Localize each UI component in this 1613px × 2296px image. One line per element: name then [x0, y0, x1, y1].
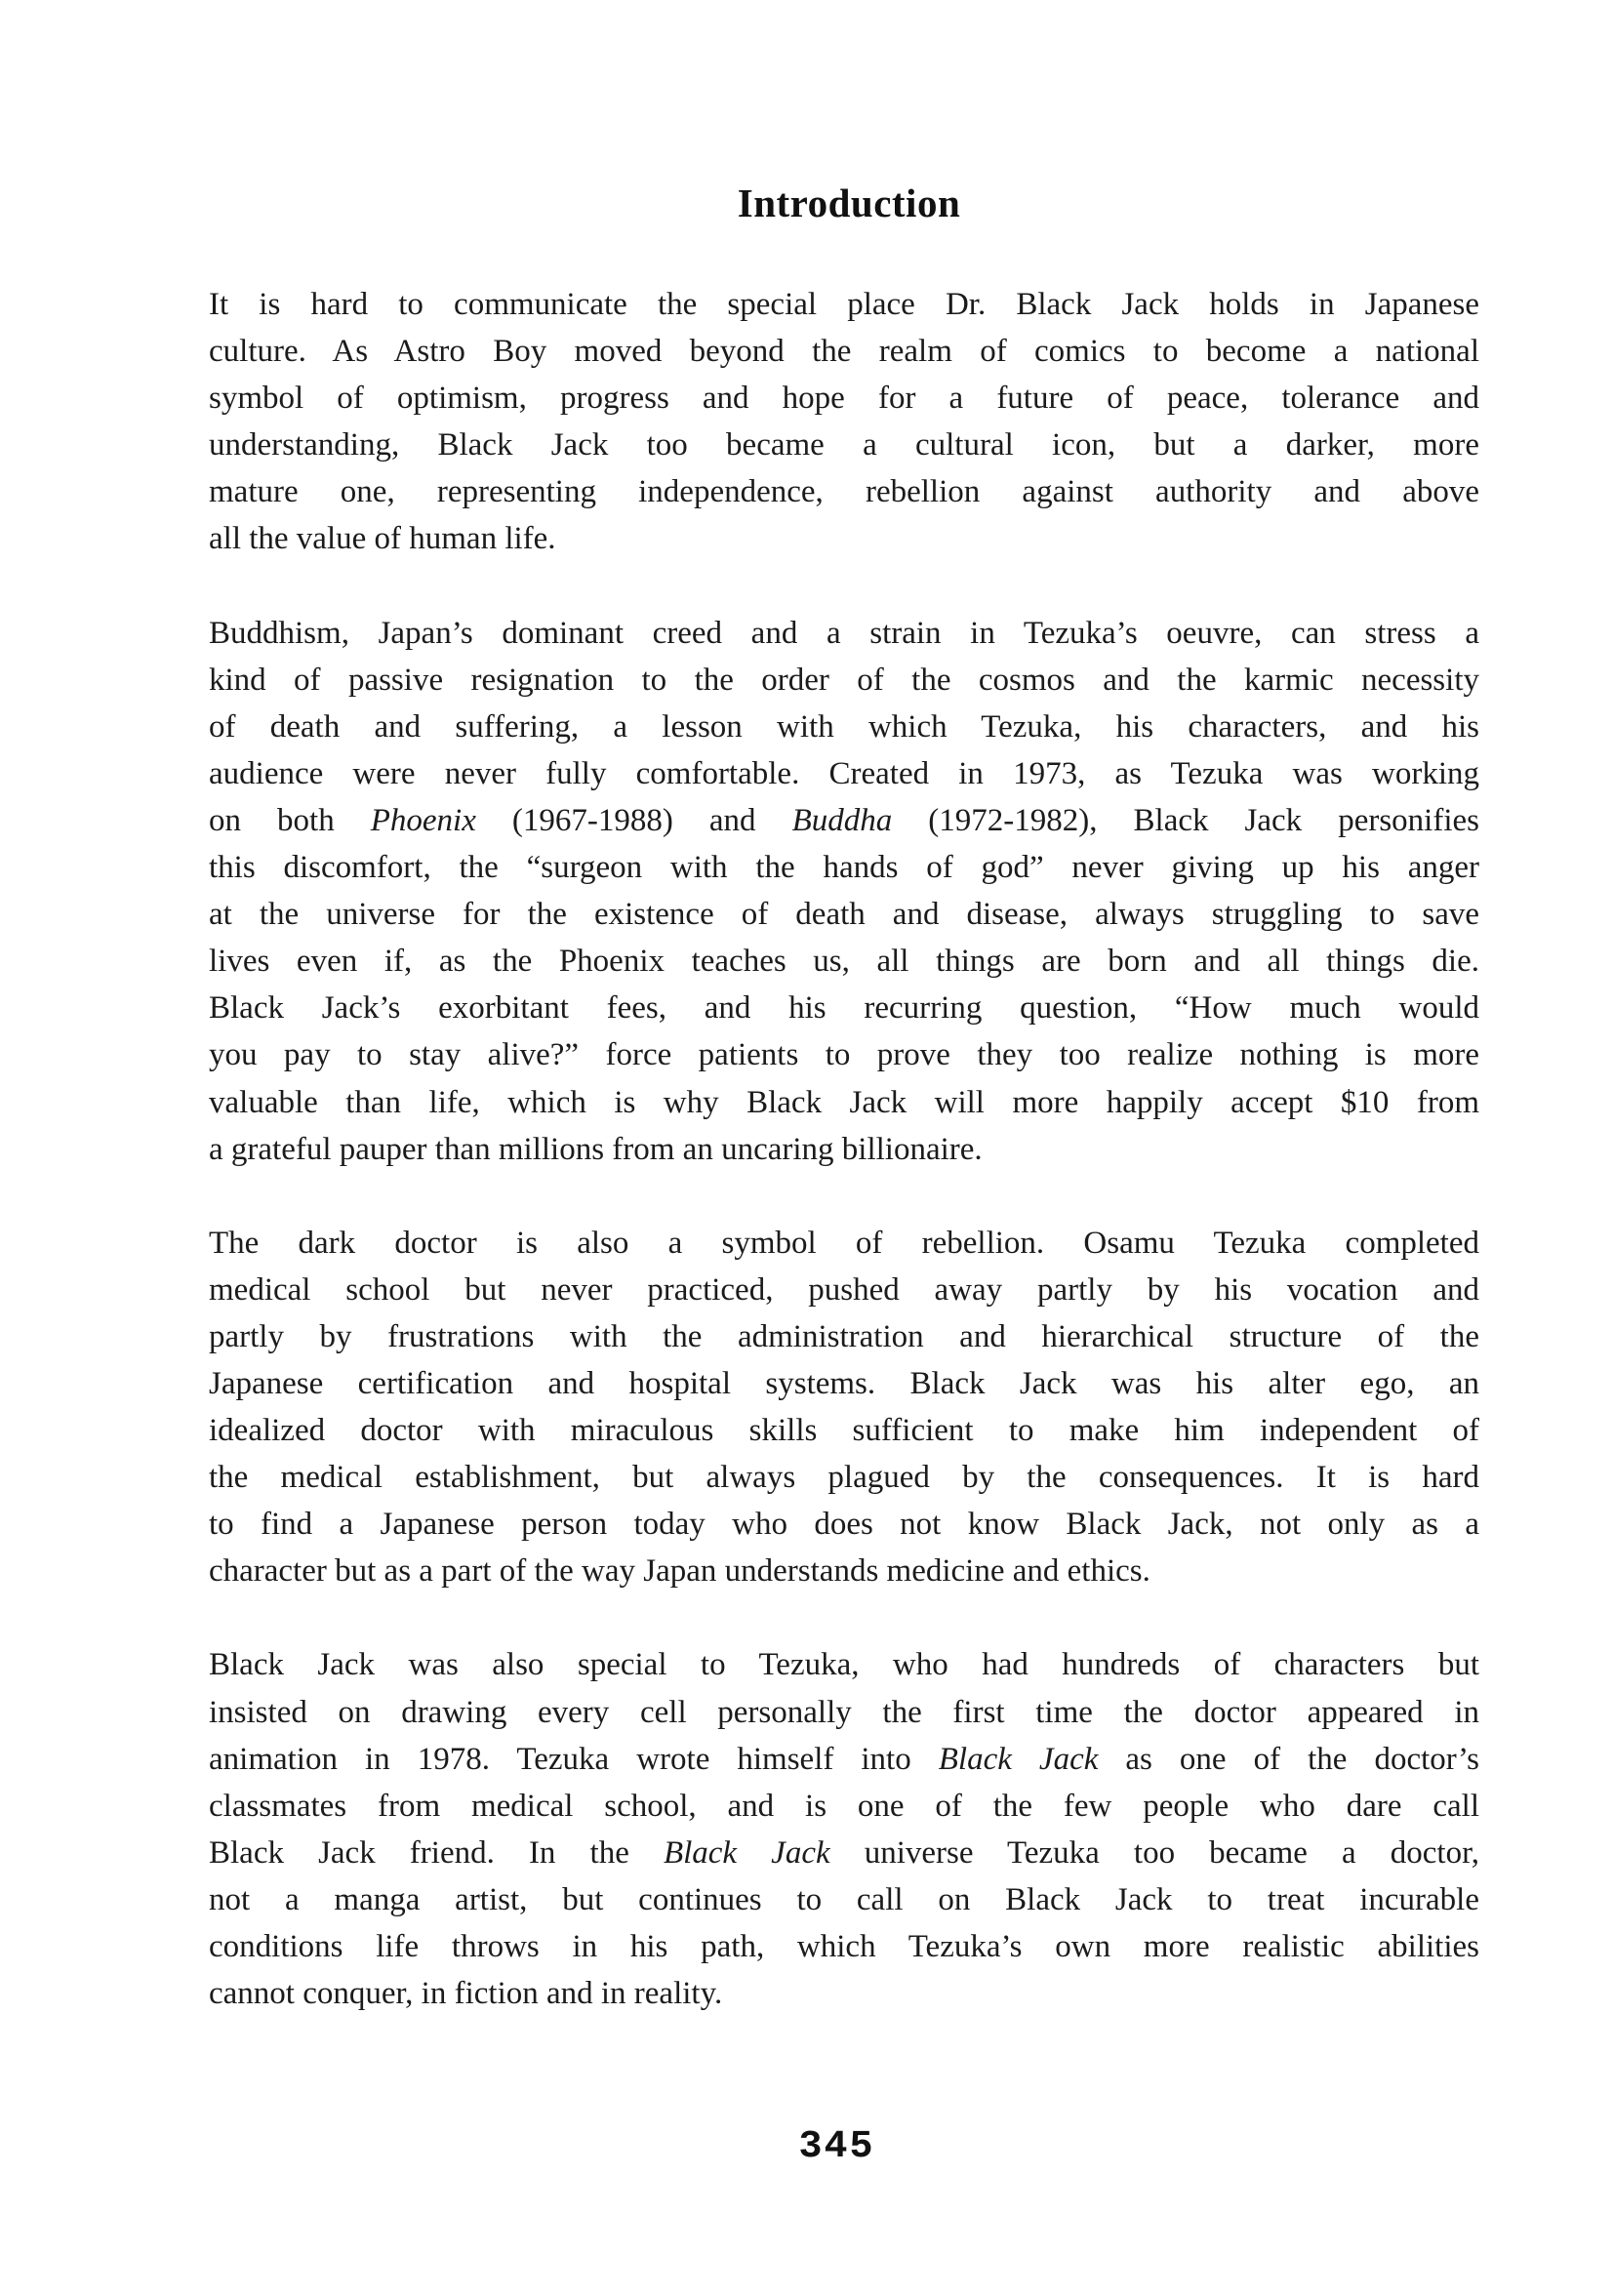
text-line: The dark doctor is also a symbol of rebellion. Osamu Tezuka completed: [209, 1225, 1479, 1261]
text-line: all the value of human life.: [209, 521, 556, 557]
text-line: at the universe for the existence of death and disease, always struggling to save: [209, 897, 1479, 933]
text-line: a grateful pauper than millions from an uncaring billionaire.: [209, 1131, 983, 1167]
text-line: mature one, representing independence, rebellion against authority and above: [209, 474, 1479, 510]
text-line: symbol of optimism, progress and hope for a future of peace, tolerance and: [209, 381, 1479, 417]
text-line: culture. As Astro Boy moved beyond the realm of comics to become a national: [209, 334, 1479, 370]
text-line: the medical establishment, but always plagued by the consequences. It is hard: [209, 1460, 1479, 1496]
text-line: medical school but never practiced, pushed away partly by his vocation and: [209, 1271, 1479, 1308]
text-line: this discomfort, the “surgeon with the hands of god” never giving up his anger: [209, 850, 1479, 886]
paragraph-2: [209, 610, 1479, 1173]
text-line: classmates from medical school, and is one of the few people who dare call: [209, 1788, 1479, 1824]
text-line: idealized doctor with miraculous skills sufficient to make him independent of: [209, 1413, 1479, 1449]
text-line: to find a Japanese person today who does not know Black Jack, not only as a: [209, 1507, 1479, 1543]
text-line: partly by frustrations with the administration and hierarchical structure of the: [209, 1318, 1479, 1354]
text-line: It is hard to communicate the special place Dr. Black Jack holds in Japanese: [209, 287, 1479, 322]
text-line: not a manga artist, but continues to call on Black Jack to treat incurable: [209, 1881, 1479, 1917]
text-line: understanding, Black Jack too became a cultural icon, but a darker, more: [209, 427, 1479, 463]
text-line: lives even if, as the Phoenix teaches us, all things are born and all things die.: [209, 944, 1479, 980]
italic-title: Black Jack: [938, 1741, 1099, 1777]
text-line: Japanese certification and hospital systems. Black Jack was his alter ego, an: [209, 1365, 1479, 1401]
italic-title: Black Jack: [663, 1834, 830, 1871]
page-number: 345: [798, 2125, 875, 2169]
chapter-title: Introduction: [737, 181, 961, 225]
text-line: Black Jack friend. In the Black Jack universe Tezuka too became a doctor,: [209, 1834, 1480, 1871]
text-line: Black Jack’s exorbitant fees, and his recurring question, “How much would: [209, 990, 1479, 1027]
italic-title: Phoenix: [370, 802, 476, 838]
text-line: valuable than life, which is why Black Jack will more happily accept $10 from: [209, 1084, 1479, 1120]
paragraph-4: [209, 1641, 1479, 2017]
text-line: insisted on drawing every cell personally the first time the doctor appeared in: [209, 1694, 1479, 1730]
paragraph-3: [209, 1220, 1479, 1595]
text-line: on both Phoenix (1967-1988) and Buddha (1972-1982), Black Jack personifies: [209, 802, 1479, 838]
text-line: conditions life throws in his path, which Tezuka’s own more realistic abilities: [209, 1929, 1479, 1964]
text-line: cannot conquer, in fiction and in reality.: [209, 1976, 723, 2012]
text-line: you pay to stay alive?” force patients to prove they too realize nothing is more: [209, 1037, 1479, 1073]
italic-title: Buddha: [791, 802, 893, 838]
text-line: character but as a part of the way Japan understands medicine and ethics.: [209, 1553, 1150, 1590]
body-text: [209, 281, 1479, 2064]
text-line: audience were never fully comfortable. Created in 1973, as Tezuka was working: [209, 755, 1479, 791]
paragraph-1: [209, 281, 1479, 563]
text-line: Buddhism, Japan’s dominant creed and a strain in Tezuka’s oeuvre, can stress a: [209, 615, 1479, 651]
text-line: animation in 1978. Tezuka wrote himself into Black Jack as one of the doctor’s: [209, 1741, 1479, 1777]
text-line: Black Jack was also special to Tezuka, who had hundreds of characters but: [209, 1647, 1479, 1683]
text-line: of death and suffering, a lesson with which Tezuka, his characters, and his: [209, 708, 1479, 745]
text-line: kind of passive resignation to the order of the cosmos and the karmic necessity: [209, 662, 1479, 698]
